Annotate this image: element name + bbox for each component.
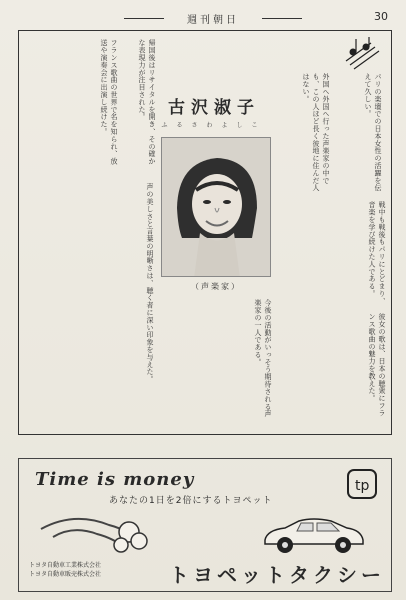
page-number: 30 [374, 10, 388, 23]
article-title: 古沢淑子 [168, 98, 260, 118]
article-column-8: 今後の活動がいっそう期待される声楽家の一人である。 [254, 299, 272, 418]
article-column-2: 外国へ外国へ行った声楽家の中でも、この人ほど長く彼地に住んだ人はない。 [302, 73, 330, 192]
taxi-car-illustration [255, 511, 371, 555]
portrait-illustration [162, 138, 271, 277]
ad-headline: Time is money [35, 469, 195, 490]
article-title-ruby: ふるさわよしこ [161, 122, 267, 129]
article-column-1: パリの楽壇での日本女性の活躍を伝えて久しい。 [364, 73, 382, 192]
portrait-photo [161, 137, 271, 277]
sheet-music-icon [341, 37, 381, 71]
article-frame [18, 30, 392, 435]
ad-tagline: あなたの1日を2倍にするトヨペット [109, 496, 273, 506]
article-column-7: 彼女の歌は、日本の聴衆にフランス歌曲の魅力を教えた。 [368, 313, 386, 417]
portrait-caption: （声楽家） [191, 282, 241, 291]
article-column-5: 声の美しさと言葉の明晰さは、聴く者に深い印象を与えた。 [146, 183, 154, 383]
article-column-6: 戦中も戦後もパリにとどまり、音楽を学び続けた人である。 [368, 201, 386, 305]
svg-text:tp: tp [355, 478, 370, 494]
ad-company-line-1: トヨタ自動車工業株式会社 [29, 562, 102, 569]
ad-company-info [29, 561, 101, 579]
masthead: 週刊朝日 [187, 15, 239, 26]
ad-company-line-2: トヨタ自動車販売株式会社 [29, 571, 102, 578]
page-header [14, 8, 392, 30]
ad-brand: トヨペットタクシー [169, 563, 385, 587]
advertisement [18, 458, 392, 592]
brand-logo-icon [347, 469, 377, 499]
header-rule-right [262, 18, 302, 19]
header-rule-left [124, 18, 164, 19]
article-column-4: 帰国後はリサイタルを開き、その確かな表現力が注目された。 [138, 39, 156, 165]
article-column-3: フランス歌曲の世界で名を知られ、放送や演奏会に出演し続けた。 [100, 39, 118, 165]
hand-with-coins-illustration [39, 499, 159, 561]
